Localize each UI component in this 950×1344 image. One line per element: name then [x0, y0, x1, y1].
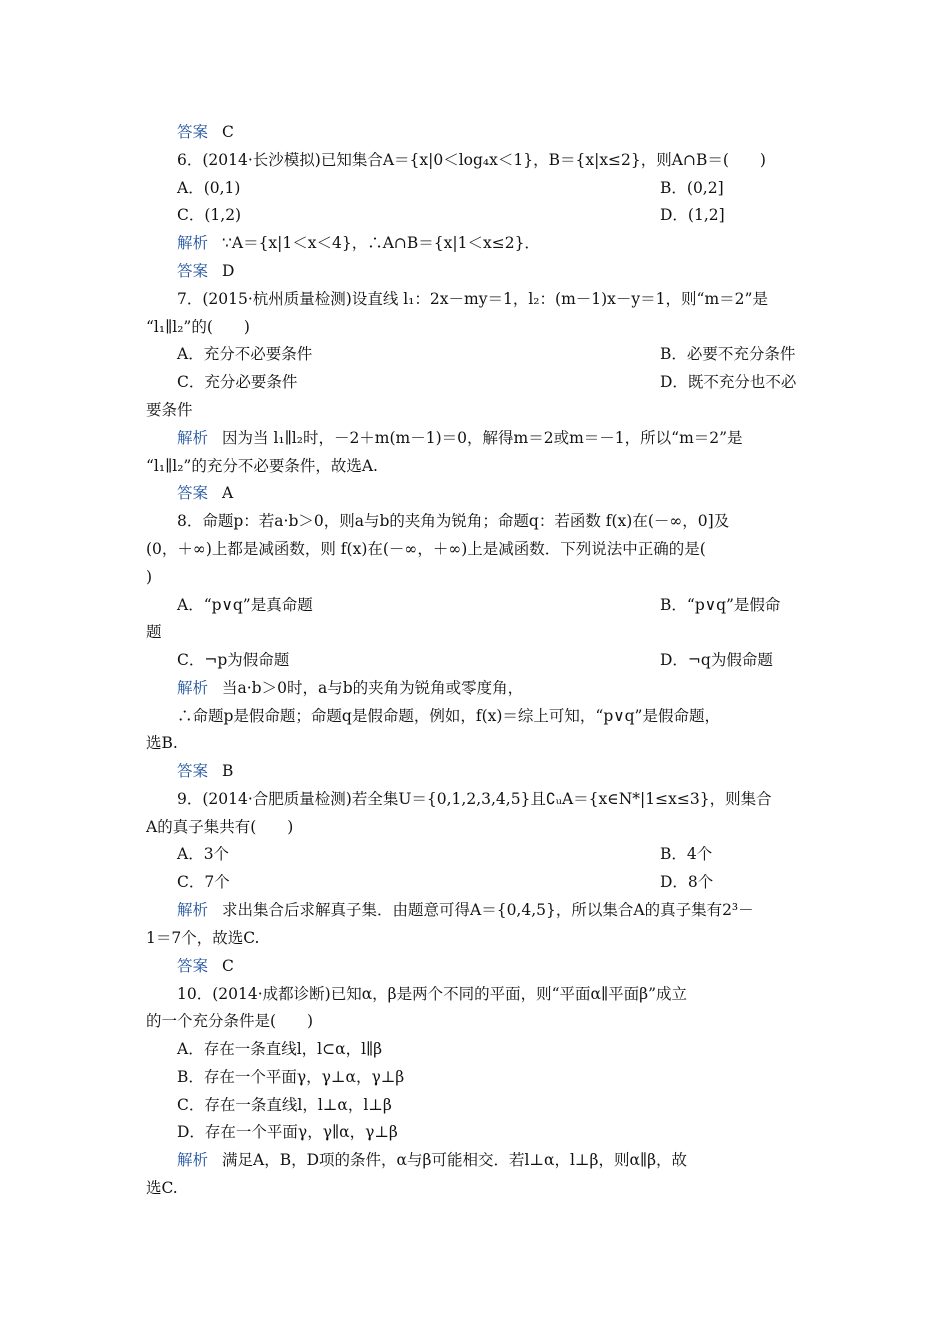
q7-option-a: A．充分不必要条件 — [177, 345, 313, 363]
solution-label: 解析 — [177, 679, 209, 697]
solution-text: 满足A，B，D项的条件，α与β可能相交．若l⊥α，l⊥β，则α∥β，故 — [222, 1151, 688, 1169]
q8-option-a: A．“p∨q”是真命题 — [177, 596, 313, 614]
q7-option-c: C．充分必要条件 — [177, 373, 298, 391]
solution-10-line-2: 选C. — [146, 1179, 178, 1197]
solution-6 — [177, 233, 810, 253]
q10-option-c: C．存在一条直线l，l⊥α，l⊥β — [177, 1096, 392, 1114]
q7-option-d: D．既不充分也不必 — [660, 373, 797, 391]
answer-label: 答案 — [177, 262, 209, 280]
answer-label: 答案 — [177, 484, 209, 502]
solution-text: 求出集合后求解真子集．由题意可得A＝{0,4,5}，所以集合A的真子集有2³－ — [222, 901, 754, 919]
q6-option-b: B．(0,2] — [660, 179, 724, 197]
solution-10-line-1 — [177, 1150, 810, 1170]
answer-value: B — [222, 762, 234, 780]
solution-8-line-1 — [177, 678, 810, 698]
q8-option-d: D．¬q为假命题 — [660, 651, 773, 669]
answer-label: 答案 — [177, 957, 209, 975]
answer-value: C — [222, 957, 234, 975]
q8-option-b: B．“p∨q”是假命 — [660, 596, 781, 614]
answer-line — [177, 122, 810, 142]
q7-option-b: B．必要不充分条件 — [660, 345, 796, 363]
answer-value: D — [222, 262, 235, 280]
q10-option-d: D．存在一个平面γ，γ∥α，γ⊥β — [177, 1123, 398, 1141]
solution-label: 解析 — [177, 429, 209, 447]
q6-option-c: C．(1,2) — [177, 206, 242, 224]
solution-text: 因为当 l₁∥l₂时，－2＋m(m－1)＝0，解得m＝2或m＝－1，所以“m＝2”是 — [222, 429, 743, 447]
question-8-line-1: 8．命题p：若a·b＞0，则a与b的夹角为锐角；命题q：若函数 f(x)在(－∞，0]及 — [177, 512, 730, 530]
q9-option-d: D．8个 — [660, 873, 714, 891]
q8-option-c: C．¬p为假命题 — [177, 651, 290, 669]
answer-label: 答案 — [177, 123, 209, 141]
solution-label: 解析 — [177, 234, 209, 252]
answer-line — [177, 956, 810, 976]
question-10-line-2: 的一个充分条件是( ) — [146, 1012, 314, 1030]
question-6: 6．(2014·长沙模拟)已知集合A＝{x|0＜log₄x＜1}，B＝{x|x≤2}，则A∩B＝( ) — [177, 151, 766, 169]
q6-option-d: D．(1,2] — [660, 206, 725, 224]
solution-label: 解析 — [177, 1151, 209, 1169]
q9-option-a: A．3个 — [177, 845, 230, 863]
question-9-line-1: 9．(2014·合肥质量检测)若全集U＝{0,1,2,3,4,5}且∁ᵤA＝{x∈N*|1≤x≤3}，则集合 — [177, 790, 772, 808]
solution-text: ∵A＝{x|1＜x＜4}，∴A∩B＝{x|1＜x≤2}． — [222, 234, 540, 252]
solution-label: 解析 — [177, 901, 209, 919]
question-7-line-1: 7．(2015·杭州质量检测)设直线 l₁：2x－my＝1，l₂：(m－1)x－y＝1，则“m＝2”是 — [177, 290, 768, 308]
q7-option-d-cont: 要条件 — [146, 401, 193, 419]
q10-option-a: A．存在一条直线l，l⊂α，l∥β — [177, 1040, 383, 1058]
q8-option-b-cont: 题 — [146, 623, 162, 641]
question-7-line-2: “l₁∥l₂”的( ) — [146, 318, 250, 336]
solution-8-line-2: ∴命题p是假命题；命题q是假命题，例如，f(x)＝综上可知，“p∨q”是假命题， — [177, 707, 720, 725]
solution-9-line-2: 1＝7个，故选C. — [146, 929, 260, 947]
answer-line — [177, 761, 810, 781]
q9-option-b: B．4个 — [660, 845, 713, 863]
answer-line — [177, 483, 810, 503]
solution-7-line-1 — [177, 428, 810, 448]
solution-text: 当a·b＞0时，a与b的夹角为锐角或零度角， — [222, 679, 524, 697]
question-9-line-2: A的真子集共有( ) — [146, 818, 294, 836]
solution-7-line-2: “l₁∥l₂”的充分不必要条件，故选A. — [146, 457, 378, 475]
answer-line — [177, 261, 810, 281]
q6-option-a: A．(0,1) — [177, 179, 241, 197]
answer-value: C — [222, 123, 234, 141]
solution-9-line-1 — [177, 900, 810, 920]
solution-8-line-3: 选B. — [146, 734, 178, 752]
q9-option-c: C．7个 — [177, 873, 230, 891]
answer-label: 答案 — [177, 762, 209, 780]
question-10-line-1: 10．(2014·成都诊断)已知α，β是两个不同的平面，则“平面α∥平面β”成立 — [177, 985, 688, 1003]
question-8-line-3: ) — [146, 568, 153, 586]
q10-option-b: B．存在一个平面γ，γ⊥α，γ⊥β — [177, 1068, 405, 1086]
answer-value: A — [222, 484, 234, 502]
question-8-line-2: (0，＋∞)上都是减函数，则 f(x)在(－∞，＋∞)上是减函数．下列说法中正确的是( — [146, 540, 706, 558]
